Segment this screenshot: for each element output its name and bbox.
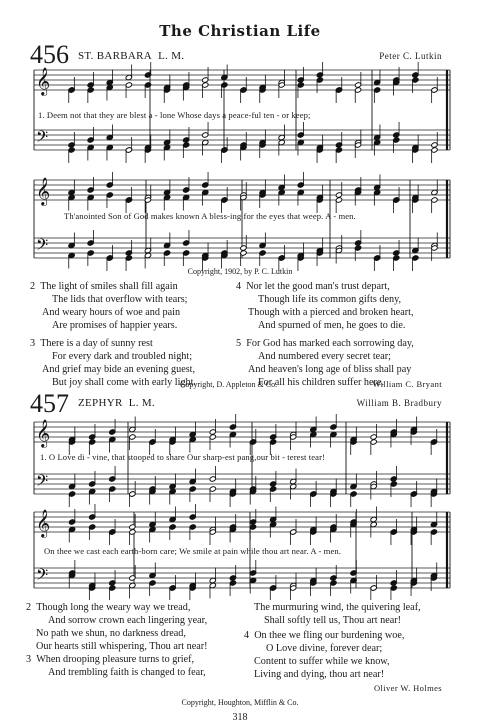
- verse-line: O Love divine, forever dear;: [266, 643, 383, 654]
- verse-block: [254, 601, 464, 627]
- clef-icon: 𝄢: [36, 566, 49, 588]
- verse-line: And weary hours of woe and pain: [42, 307, 181, 318]
- author-name: William C. Bryant: [372, 379, 442, 389]
- clef-icon: 𝄢: [36, 472, 49, 494]
- text-copyright: Copyright, D. Appleton & Co.: [180, 380, 278, 389]
- verse-line: But joy shall come with early light.: [52, 377, 197, 388]
- verse-block: [26, 601, 256, 653]
- verse-line: Though life its common gifts deny,: [258, 294, 402, 305]
- tune-name: ZEPHYR L. M.: [78, 397, 155, 409]
- verse-line: And trembling faith is changed to fear,: [48, 667, 206, 678]
- verse-block: [26, 653, 256, 679]
- author-name: Oliver W. Holmes: [373, 683, 442, 693]
- hymn-number: 457: [30, 389, 69, 418]
- verse-line: 2 The light of smiles shall fill again: [30, 281, 178, 292]
- verse-line: 4 On thee we fling our burdening woe,: [244, 630, 405, 641]
- verse-line: Content to suffer while we know,: [254, 656, 390, 667]
- clef-icon: 𝄞: [36, 419, 51, 447]
- composer-name: William B. Bradbury: [356, 398, 442, 408]
- music-staff-system: [0, 170, 480, 274]
- verse-line: Shall softly tell us, Thou art near!: [264, 615, 402, 626]
- verse-line: Are promises of happier years.: [52, 320, 178, 331]
- verse-line: 5 For God has marked each sorrowing day,: [236, 338, 414, 349]
- clef-icon: 𝄞: [36, 67, 51, 95]
- clef-icon: 𝄞: [36, 177, 51, 205]
- music-copyright: Copyright, 1902, by P. C. Lutkin: [187, 267, 293, 276]
- verse-line: 4 Nor let the good man's trust depart,: [236, 281, 390, 292]
- verse-line: Living and dying, thou art near!: [254, 669, 385, 680]
- composer-name: Peter C. Lutkin: [379, 51, 442, 61]
- verse-line: And spurned of men, he goes to die.: [258, 320, 406, 331]
- verse-line: Though with a pierced and broken heart,: [248, 307, 414, 318]
- hymn-number: 456: [30, 40, 69, 69]
- verse-line: For every dark and troubled night;: [52, 351, 193, 362]
- page-number: 318: [232, 712, 248, 723]
- verse-block: [30, 280, 240, 332]
- footer-copyright: Copyright, Houghton, Mifflin & Co.: [181, 698, 299, 707]
- verse-block: [244, 629, 459, 681]
- page-title: The Christian Life: [159, 22, 321, 40]
- lyric-line: On thee we cast each earth-born care; We smile at pain while thou art near. A - men.: [44, 546, 341, 556]
- verse-line: And grief may bide an evening guest,: [42, 364, 196, 375]
- verse-line: The lids that overflow with tears;: [52, 294, 188, 305]
- lyric-line: Th'anointed Son of God makes known A bless-ing for the eyes that weep. A - men.: [64, 211, 356, 221]
- verse-line: No path we shun, no darkness dread,: [36, 628, 186, 639]
- verse-line: And sorrow crown each lingering year,: [48, 615, 208, 626]
- verse-line: The murmuring wind, the quivering leaf,: [254, 602, 421, 613]
- verse-line: 2 Though long the weary way we tread,: [26, 602, 191, 613]
- verse-block: [236, 280, 456, 332]
- verse-line: And numbered every secret tear;: [258, 351, 391, 362]
- clef-icon: 𝄢: [36, 236, 49, 258]
- verse-line: 3 There is a day of sunny rest: [30, 338, 153, 349]
- clef-icon: 𝄞: [36, 509, 51, 537]
- lyric-line: 1. O Love di - vine, that stooped to share Our sharp-est pang,our bit - terest tear!: [40, 452, 325, 462]
- clef-icon: 𝄢: [36, 128, 49, 150]
- lyric-line: 1. Deem not that they are blest a - lone Whose days a peace-ful ten - or keep;: [38, 110, 311, 120]
- verse-line: Our hearts still whispering, Thou art near!: [36, 641, 208, 652]
- tune-name: ST. BARBARA L. M.: [78, 50, 185, 62]
- verse-line: For all his children suffer here.: [258, 377, 384, 388]
- verse-line: 3 When drooping pleasure turns to grief,: [26, 654, 195, 665]
- verse-line: And heaven's long age of bliss shall pay: [248, 364, 412, 375]
